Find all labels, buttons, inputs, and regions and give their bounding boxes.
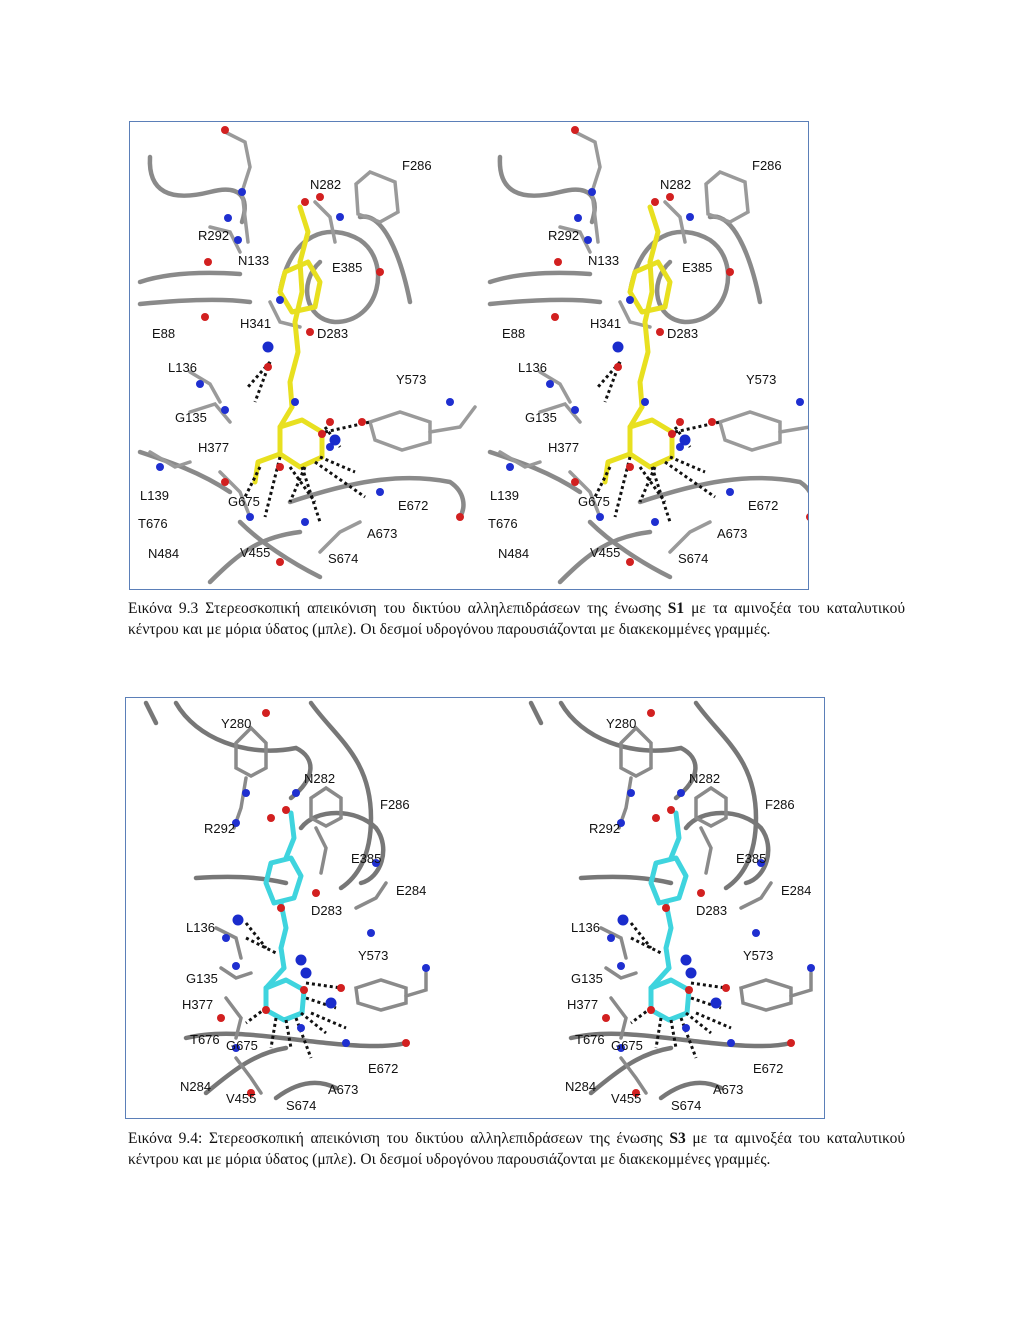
residue-label: V455	[226, 1091, 257, 1106]
residue-label: E284	[781, 883, 812, 898]
residue-label: L136	[186, 920, 215, 935]
residue-label: V455	[590, 545, 621, 560]
residue-label: E672	[368, 1061, 399, 1076]
residue-label: H341	[240, 316, 272, 331]
residue-label: E385	[351, 851, 382, 866]
residue-label: L139	[140, 488, 169, 503]
residue-label: G135	[175, 410, 207, 425]
residue-label: Y573	[746, 372, 777, 387]
figure-9-3-stereo-image	[129, 121, 809, 590]
residue-label: D283	[311, 903, 343, 918]
caption-text: Εικόνα 9.4: Στερεοσκοπική απεικόνιση του δικτύου αλληλεπιδράσεων της ένωσης	[128, 1130, 670, 1147]
figure-9-3-caption	[128, 598, 905, 640]
residue-label: V455	[611, 1091, 642, 1106]
residue-label: G675	[226, 1038, 258, 1053]
compound-id: S1	[667, 600, 685, 617]
residue-label: H341	[590, 316, 622, 331]
residue-label: N284	[180, 1079, 212, 1094]
residue-label: G135	[525, 410, 557, 425]
stereo-right-structure	[490, 126, 808, 582]
stereo-left-structure	[140, 126, 475, 582]
residue-label: L139	[490, 488, 519, 503]
figure-9-4-svg	[126, 698, 824, 1118]
residue-label: S674	[678, 551, 709, 566]
residue-label: S674	[328, 551, 359, 566]
residue-label: G675	[611, 1038, 643, 1053]
figure-9-4-caption	[128, 1128, 905, 1170]
residue-label: T676	[190, 1032, 220, 1047]
residue-label: E672	[748, 498, 779, 513]
residue-label: G135	[186, 971, 218, 986]
residue-label: Y280	[221, 716, 252, 731]
residue-label: L136	[571, 920, 600, 935]
residue-label: F286	[765, 797, 795, 812]
residue-label: E385	[332, 260, 363, 275]
residue-label: F286	[752, 158, 782, 173]
residue-label: N282	[689, 771, 721, 786]
residue-label: G675	[578, 494, 610, 509]
residue-label: D283	[317, 326, 349, 341]
compound-id: S3	[669, 1130, 686, 1147]
residue-label: F286	[380, 797, 410, 812]
caption-text: Εικόνα 9.3 Στερεοσκοπική απεικόνιση του δικτύου αλληλεπιδράσεων της ένωσης	[128, 600, 668, 617]
residue-label: Y280	[606, 716, 637, 731]
residue-label: N133	[588, 253, 620, 268]
residue-label: R292	[198, 228, 230, 243]
residue-label: T676	[488, 516, 518, 531]
residue-label: N282	[310, 177, 342, 192]
residue-label: H377	[198, 440, 230, 455]
residue-label: D283	[696, 903, 728, 918]
residue-label: S674	[286, 1098, 317, 1113]
residue-label: R292	[589, 821, 621, 836]
residue-label: E88	[152, 326, 176, 341]
residue-label: F286	[402, 158, 432, 173]
residue-label: N284	[565, 1079, 597, 1094]
residue-label: E385	[736, 851, 767, 866]
stereo-left-structure	[146, 703, 430, 1098]
residue-label: A673	[367, 526, 398, 541]
residue-label: H377	[567, 997, 599, 1012]
residue-label: S674	[671, 1098, 702, 1113]
caption-text: με τα αμινοξέα του καταλυτικού κέντρου και με μόρια ύδατος (μπλε). Οι δεσμοί υδρογόνου παρουσιάζονται με διακεκομμένες γραμμές.	[128, 1130, 906, 1168]
residue-label: L136	[518, 360, 547, 375]
residue-label: N282	[304, 771, 336, 786]
stereo-right-structure	[531, 703, 815, 1098]
residue-label: R292	[204, 821, 236, 836]
residue-label: Y573	[743, 948, 774, 963]
caption-text: με τα αμινοξέα του καταλυτικού κέντρου και με μόρια ύδατος (μπλε). Οι δεσμοί υδρογόνου παρουσιάζονται με διακεκομμένες γραμμές.	[128, 600, 905, 638]
residue-label: R292	[548, 228, 580, 243]
residue-label: E672	[398, 498, 429, 513]
residue-label: A673	[713, 1082, 744, 1097]
residue-label: V455	[240, 545, 271, 560]
residue-label: N484	[148, 546, 180, 561]
residue-label: T676	[138, 516, 168, 531]
residue-label: H377	[182, 997, 214, 1012]
residue-label: G135	[571, 971, 603, 986]
residue-label: L136	[168, 360, 197, 375]
residue-label: N133	[238, 253, 270, 268]
residue-label: G675	[228, 494, 260, 509]
figure-9-4-stereo-image	[125, 697, 825, 1119]
residue-label: D283	[667, 326, 699, 341]
residue-label: N282	[660, 177, 692, 192]
residue-label: Y573	[396, 372, 427, 387]
residue-label: N484	[498, 546, 530, 561]
residue-label: Y573	[358, 948, 389, 963]
residue-label: E385	[682, 260, 713, 275]
residue-label: E672	[753, 1061, 784, 1076]
residue-label: E88	[502, 326, 526, 341]
residue-label: A673	[328, 1082, 359, 1097]
residue-label: A673	[717, 526, 748, 541]
residue-label: H377	[548, 440, 580, 455]
residue-label: T676	[575, 1032, 605, 1047]
residue-label: E284	[396, 883, 427, 898]
figure-9-3-svg	[130, 122, 808, 589]
